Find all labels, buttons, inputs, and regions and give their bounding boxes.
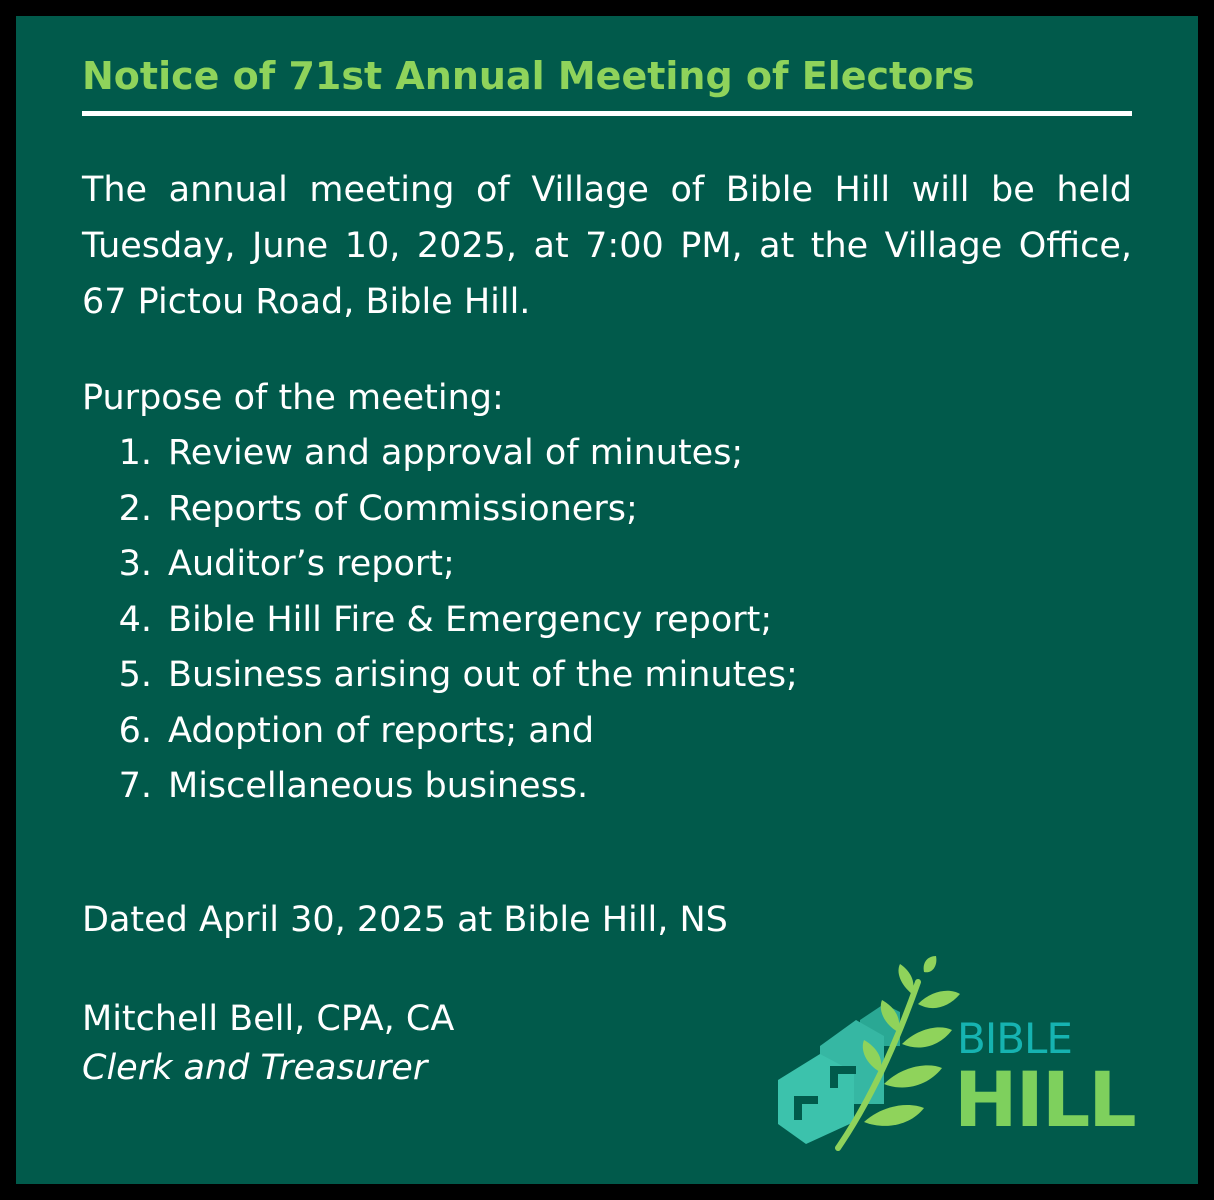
agenda-item-number: 7.: [118, 766, 152, 806]
leaf-and-houses-icon: [772, 954, 962, 1154]
agenda-item-number: 2.: [118, 488, 152, 529]
leaf: [924, 956, 937, 972]
signer-name: Mitchell Bell, CPA, CA: [82, 999, 455, 1039]
agenda-item-text: Auditor’s report;: [168, 544, 455, 584]
agenda-item: [82, 593, 1132, 649]
logo-word-bible: BIBLE: [957, 1014, 1072, 1063]
logo-word-hill: HILL: [954, 1055, 1135, 1144]
leaf: [899, 964, 914, 994]
agenda-item-text: Reports of Commissioners;: [168, 488, 638, 529]
meeting-details: The annual meeting of Village of Bible Hill will be held Tuesday, June 10, 2025, at 7:00 PM, at the Village Office, 67 Pictou Road, Bible Hill.: [82, 170, 1132, 322]
notice-card: [16, 16, 1198, 1184]
agenda-item: [82, 759, 1132, 815]
agenda-item-number: 1.: [118, 433, 152, 473]
signer-title: Clerk and Treasurer: [82, 1048, 428, 1088]
agenda-list: [82, 426, 1132, 815]
leaf: [902, 1027, 952, 1047]
notice-title: Notice of 71st Annual Meeting of Electors: [82, 54, 975, 98]
agenda-item-number: 5.: [118, 655, 152, 695]
agenda-item-text: Business arising out of the minutes;: [168, 655, 798, 695]
leaf: [884, 1065, 942, 1087]
agenda-item-text: Adoption of reports; and: [168, 710, 595, 751]
leaf: [864, 1105, 924, 1126]
agenda-item: [82, 482, 1132, 538]
agenda-item: [82, 704, 1132, 760]
purpose-heading: Purpose of the meeting:: [82, 378, 504, 418]
agenda-item-number: 6.: [118, 710, 152, 751]
agenda-item: [82, 648, 1132, 704]
agenda-item: [82, 537, 1132, 593]
agenda-item-number: 3.: [118, 544, 152, 584]
agenda-item-text: Bible Hill Fire & Emergency report;: [168, 599, 773, 640]
agenda-item-text: Review and approval of minutes;: [168, 433, 744, 473]
agenda-item-text: Miscellaneous business.: [168, 766, 589, 806]
title-underline: [82, 111, 1132, 116]
agenda-item-number: 4.: [118, 599, 152, 640]
leaf: [918, 991, 960, 1008]
dated-line: Dated April 30, 2025 at Bible Hill, NS: [82, 900, 728, 940]
bible-hill-logo: [772, 954, 1142, 1154]
agenda-item: [82, 426, 1132, 482]
